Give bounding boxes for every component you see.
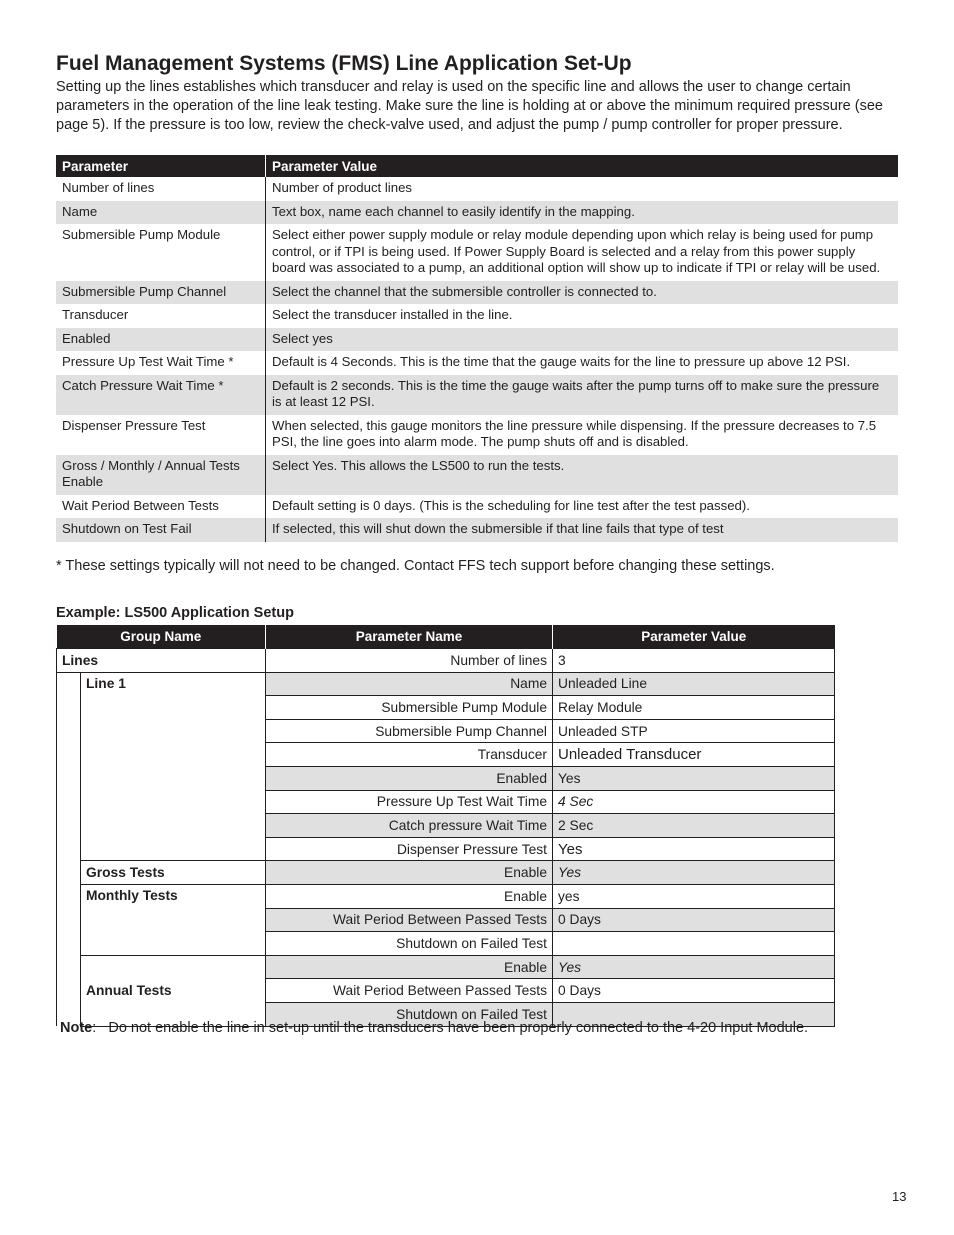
parameter-name-cell: Enable xyxy=(266,861,553,885)
parameter-cell: Dispenser Pressure Test xyxy=(56,415,266,455)
parameter-value-cell: Default setting is 0 days. (This is the scheduling for line test after the test passed). xyxy=(272,497,750,513)
header-group-name: Group Name xyxy=(57,625,266,649)
parameter-value-cell: Unleaded Line xyxy=(553,672,835,696)
lines-indent xyxy=(57,955,81,979)
parameter-value-cell: Text box, name each channel to easily identify in the mapping. xyxy=(266,201,899,225)
table-row xyxy=(56,201,898,225)
table-row xyxy=(57,955,835,979)
parameter-value-cell: Select either power supply module or relay module depending upon which relay is being used for pump control, or if TPI is being used. If Power Supply Board is selected and a relay from this power supply board was associated to a pump, an additional option will show up to indicate if TPI or relay will be used. xyxy=(272,227,881,275)
parameter-value-cell: Yes xyxy=(553,955,835,979)
parameter-value-cell: 0 Days xyxy=(553,979,835,1003)
parameter-value-cell: Select the transducer installed in the line. xyxy=(272,307,513,322)
parameter-name-cell: Enable xyxy=(266,955,553,979)
example-label: Example: LS500 Application Setup xyxy=(56,605,294,621)
parameter-name-cell: Shutdown on Failed Test xyxy=(266,1002,553,1026)
parameter-value-cell: Default is 4 Seconds. This is the time that the gauge waits for the line to pressure up above 12 PSI. xyxy=(272,354,851,369)
parameter-cell: Submersible Pump Module xyxy=(56,224,266,281)
header-parameter: Parameter xyxy=(56,155,266,177)
lines-indent xyxy=(57,979,81,1003)
table-row xyxy=(56,415,898,455)
table-row xyxy=(56,177,898,201)
parameter-value-cell: Unleaded Transducer xyxy=(553,743,835,767)
example-table-header xyxy=(57,625,835,649)
header-parameter-value: Parameter Value xyxy=(553,625,835,649)
table-row xyxy=(57,884,835,908)
parameter-value-cell: Yes xyxy=(553,861,835,885)
parameter-value-cell: Unleaded STP xyxy=(553,719,835,743)
parameter-name-cell: Wait Period Between Passed Tests xyxy=(266,979,553,1003)
table-row xyxy=(56,281,898,305)
parameter-name-cell: Wait Period Between Passed Tests xyxy=(266,908,553,932)
note xyxy=(60,1020,808,1036)
parameter-cell: Enabled xyxy=(56,328,266,352)
parameter-cell: Shutdown on Test Fail xyxy=(56,518,266,542)
parameter-value-cell: Select the channel that the submersible controller is connected to. xyxy=(266,281,899,305)
table-row xyxy=(56,224,898,281)
parameter-table-header xyxy=(56,155,898,177)
parameter-name-cell: Pressure Up Test Wait Time xyxy=(266,790,553,814)
page-number: 13 xyxy=(892,1189,907,1204)
group-line-1: Line 1 xyxy=(81,672,266,861)
group-annual-tests: Annual Tests xyxy=(81,955,266,1026)
parameter-value-cell: Select yes xyxy=(266,328,899,352)
parameter-name-cell: Transducer xyxy=(266,743,553,767)
note-colon: : xyxy=(92,1020,109,1036)
header-parameter-name: Parameter Name xyxy=(266,625,553,649)
parameter-table xyxy=(56,155,898,542)
parameter-value-cell: Relay Module xyxy=(553,696,835,720)
footnote: * These settings typically will not need to be changed. Contact FFS tech support before changing these settings. xyxy=(56,558,775,574)
group-gross-tests: Gross Tests xyxy=(81,861,266,885)
parameter-value-cell: Default is 2 seconds. This is the time the gauge waits after the pump turns off to make sure the pressure is at least 12 PSI. xyxy=(266,375,899,415)
parameter-name-cell: Dispenser Pressure Test xyxy=(266,837,553,861)
table-row xyxy=(56,455,898,495)
parameter-cell: Pressure Up Test Wait Time * xyxy=(56,351,266,375)
page-title: Fuel Management Systems (FMS) Line Application Set-Up xyxy=(56,52,632,75)
parameter-cell: Gross / Monthly / Annual Tests Enable xyxy=(56,455,266,495)
note-text: Do not enable the line in set-up until the transducers have been properly connected to the 4-20 Input Module. xyxy=(108,1020,809,1036)
parameter-value-cell: Yes xyxy=(553,837,835,861)
parameter-cell: Submersible Pump Channel xyxy=(56,281,266,305)
parameter-value-cell: If selected, this will shut down the submersible if that line fails that type of test xyxy=(266,518,899,542)
parameter-name-cell: Number of lines xyxy=(266,649,553,673)
table-row xyxy=(56,328,898,352)
parameter-name-cell: Shutdown on Failed Test xyxy=(266,932,553,956)
parameter-cell: Catch Pressure Wait Time * xyxy=(56,375,266,415)
table-row xyxy=(57,672,835,696)
parameter-value-cell: 3 xyxy=(553,649,835,673)
table-row xyxy=(57,861,835,885)
parameter-value-cell: Number of product lines xyxy=(272,180,413,195)
group-lines: Lines xyxy=(57,649,266,673)
group-monthly-tests: Monthly Tests xyxy=(81,884,266,955)
table-row xyxy=(56,304,898,328)
parameter-name-cell: Name xyxy=(266,672,553,696)
parameter-name-cell: Submersible Pump Module xyxy=(266,696,553,720)
table-row xyxy=(56,518,898,542)
parameter-cell: Wait Period Between Tests xyxy=(56,495,266,519)
parameter-name-cell: Enable xyxy=(266,884,553,908)
table-row xyxy=(56,351,898,375)
intro-paragraph: Setting up the lines establishes which transducer and relay is used on the specific line and allows the user to change certain parameters in the operation of the line leak testing. Make sure the line is holding at or above the minimum required pressure (see page 5). If the pressure is too low, review the check-valve used, and adjust the pump / pump controller for proper pressure. xyxy=(56,79,883,133)
parameter-value-cell: 2 Sec xyxy=(553,814,835,838)
parameter-name-cell: Enabled xyxy=(266,766,553,790)
parameter-value-cell: 4 Sec xyxy=(553,790,835,814)
table-row xyxy=(57,649,835,673)
parameter-value-cell: Yes xyxy=(553,766,835,790)
parameter-value-cell: Select Yes. This allows the LS500 to run the tests. xyxy=(266,455,899,495)
parameter-value-cell xyxy=(553,932,835,956)
parameter-value-cell: yes xyxy=(553,884,835,908)
note-label: Note xyxy=(60,1020,93,1036)
table-row xyxy=(56,495,898,519)
parameter-name-cell: Catch pressure Wait Time xyxy=(266,814,553,838)
parameter-name-cell: Submersible Pump Channel xyxy=(266,719,553,743)
parameter-cell: Transducer xyxy=(56,304,266,328)
header-parameter-value: Parameter Value xyxy=(266,155,899,177)
parameter-value-cell: 0 Days xyxy=(553,908,835,932)
example-table xyxy=(56,625,835,1027)
parameter-cell: Name xyxy=(56,201,266,225)
lines-indent xyxy=(57,672,81,955)
table-row xyxy=(56,375,898,415)
parameter-cell: Number of lines xyxy=(56,177,266,201)
parameter-value-cell: When selected, this gauge monitors the line pressure while dispensing. If the pressure decreases to 7.5 PSI, the line goes into alarm mode. The pump shuts off and is disabled. xyxy=(272,417,877,449)
